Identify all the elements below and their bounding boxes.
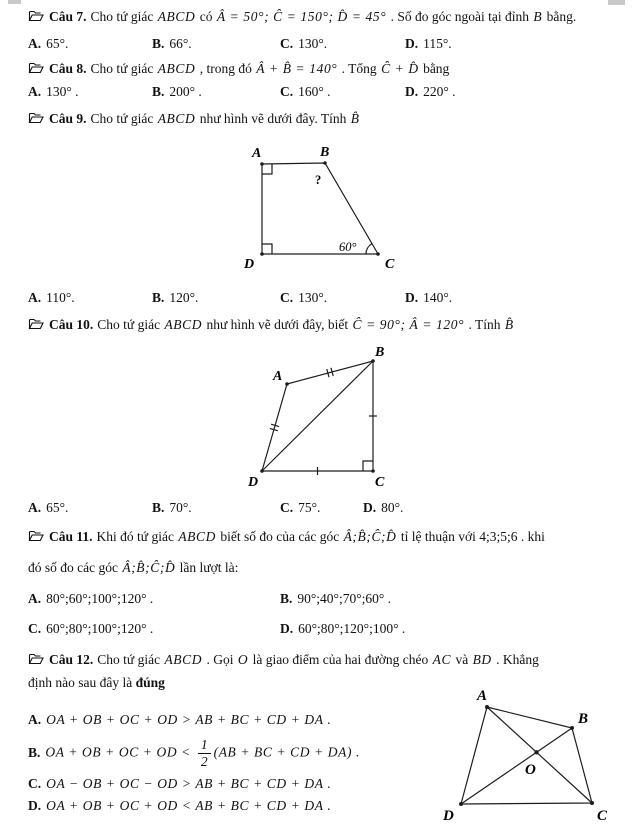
q7-option-c: C. 130°. xyxy=(280,36,328,51)
vertex-label-a: A xyxy=(252,146,262,161)
q12-label: Câu 12. xyxy=(49,652,94,667)
vertex-dot-c xyxy=(376,252,380,256)
q8-option-c: C. 160° . xyxy=(280,84,331,99)
q8-option-b: B. 200° . xyxy=(152,84,202,99)
q11-text-line2: đó số đo các góc Â;B̂;Ĉ;D̂ lần lượt là: xyxy=(28,560,239,575)
unknown-angle-mark: ? xyxy=(315,173,322,187)
folder-icon xyxy=(28,59,44,80)
vertex-label-b: B xyxy=(375,345,385,360)
vertex-dot-d xyxy=(260,469,264,473)
screen-artifact-left xyxy=(8,0,21,4)
right-angle-mark-d xyxy=(262,244,272,254)
folder-icon xyxy=(28,315,44,336)
q11-question-line1 xyxy=(28,526,545,548)
folder-icon xyxy=(28,7,44,28)
folder-icon xyxy=(28,650,44,671)
q12-option-a: A. OA + OB + OC + OD > AB + BC + CD + DA . xyxy=(28,712,332,727)
fraction-one-half: $\frac{1}{2}$ xyxy=(198,738,211,768)
vertex-label-b: B xyxy=(320,145,330,160)
q12-option-d: D. OA + OB + OC + OD < AB + BC + CD + DA . xyxy=(28,798,332,813)
q10-option-a: A. 65°. xyxy=(28,500,69,515)
q8-option-a: A. 130° . xyxy=(28,84,79,99)
vertex-label-d: D xyxy=(244,257,255,272)
vertex-label-a: A xyxy=(273,369,283,384)
q8-question-line xyxy=(28,58,449,80)
q8-text: Cho tứ giác ABCD , trong đó Â + B̂ = 140° . Tổng Ĉ + D̂ bằng xyxy=(90,61,450,76)
vertex-label-c: C xyxy=(375,475,385,490)
vertex-label-b: B xyxy=(578,711,589,727)
q9-option-a: A. 110°. xyxy=(28,290,75,305)
screen-artifact-right xyxy=(608,0,625,5)
figure-q10-quadrilateral xyxy=(246,342,406,492)
q12-question-line1 xyxy=(28,649,539,671)
vertex-dot-d xyxy=(260,252,264,256)
vertex-dot-a xyxy=(285,382,289,386)
vertex-label-c: C xyxy=(385,257,395,272)
q12-question-line2 xyxy=(28,672,165,693)
q12-text-line1: Cho tứ giác ABCD . Gọi O là giao điểm của hai đường chéo AC và BD . Khẳng xyxy=(97,652,539,667)
q12-text-line2: định nào sau đây là đúng xyxy=(28,675,165,690)
q7-option-d: D. 115°. xyxy=(405,36,452,51)
q7-option-b: B. 66°. xyxy=(152,36,192,51)
quadrilateral-outline xyxy=(461,707,592,804)
q12-option-b: B. OA + OB + OC + OD < $\frac{1}{2}$ (AB + BC + CD + DA) . xyxy=(28,737,361,769)
diagonal-ac xyxy=(487,707,592,803)
q9-option-c: C. 130°. xyxy=(280,290,328,305)
vertex-label-a: A xyxy=(477,688,488,704)
folder-icon xyxy=(28,109,44,130)
right-angle-mark-c xyxy=(363,461,373,471)
q11-option-a: A. 80°;60°;100°;120° . xyxy=(28,591,154,606)
q10-option-c: C. 75°. xyxy=(280,500,321,515)
angle-value-c: 60° xyxy=(339,240,357,254)
vertex-label-d: D xyxy=(443,808,454,824)
q10-option-b: B. 70°. xyxy=(152,500,192,515)
q11-option-b: B. 90°;40°;70°;60° . xyxy=(280,591,391,606)
vertex-dot-d xyxy=(459,802,463,806)
q7-question-line xyxy=(28,6,576,28)
angle-arc-c xyxy=(366,244,372,254)
figure-q12-quadrilateral xyxy=(434,676,624,828)
q10-question-line xyxy=(28,314,515,336)
q8-label: Câu 8. xyxy=(49,61,87,76)
vertex-dot-c xyxy=(371,469,375,473)
q11-option-d: D. 60°;80°;120°;100° . xyxy=(280,621,406,636)
q7-label: Câu 7. xyxy=(49,9,87,24)
diagonal-bd xyxy=(461,728,572,804)
q11-text-line1: Khi đó tứ giác ABCD biết số đo của các góc Â;B̂;Ĉ;D̂ tỉ lệ thuận với 4;3;5;6 . khi xyxy=(96,529,545,544)
q8-option-d: D. 220° . xyxy=(405,84,456,99)
q9-option-d: D. 140°. xyxy=(405,290,453,305)
q9-option-b: B. 120°. xyxy=(152,290,199,305)
q11-question-line2 xyxy=(28,557,238,578)
vertex-label-c: C xyxy=(597,808,608,824)
q7-option-a: A. 65°. xyxy=(28,36,69,51)
q10-text: Cho tứ giác ABCD như hình vẽ dưới đây, biết Ĉ = 90°; Â = 120° . Tính B̂ xyxy=(97,317,514,332)
intersection-dot-o xyxy=(534,750,538,754)
folder-icon xyxy=(28,527,44,548)
q7-text: Cho tứ giác ABCD có Â = 50°; Ĉ = 150°; D̂ = 45° . Số đo góc ngoài tại đỉnh B bằng. xyxy=(90,9,577,24)
q9-question-line xyxy=(28,108,361,130)
intersection-label-o: O xyxy=(525,762,536,778)
q10-option-d: D. 80°. xyxy=(363,500,404,515)
q11-label: Câu 11. xyxy=(49,529,93,544)
q10-label: Câu 10. xyxy=(49,317,94,332)
vertex-label-d: D xyxy=(248,475,259,490)
vertex-dot-c xyxy=(590,801,594,805)
q11-option-c: C. 60°;80°;100°;120° . xyxy=(28,621,154,636)
vertex-dot-a xyxy=(485,705,489,709)
q9-label: Câu 9. xyxy=(49,111,87,126)
q12-option-c: C. OA − OB + OC − OD > AB + BC + CD + DA . xyxy=(28,776,332,791)
q9-text: Cho tứ giác ABCD như hình vẽ dưới đây. Tính B̂ xyxy=(90,111,360,126)
vertex-dot-a xyxy=(260,162,264,166)
figure-q9-quadrilateral xyxy=(234,140,414,275)
right-angle-mark-a xyxy=(262,164,272,174)
vertex-dot-b xyxy=(570,726,574,730)
vertex-dot-b xyxy=(323,161,327,165)
